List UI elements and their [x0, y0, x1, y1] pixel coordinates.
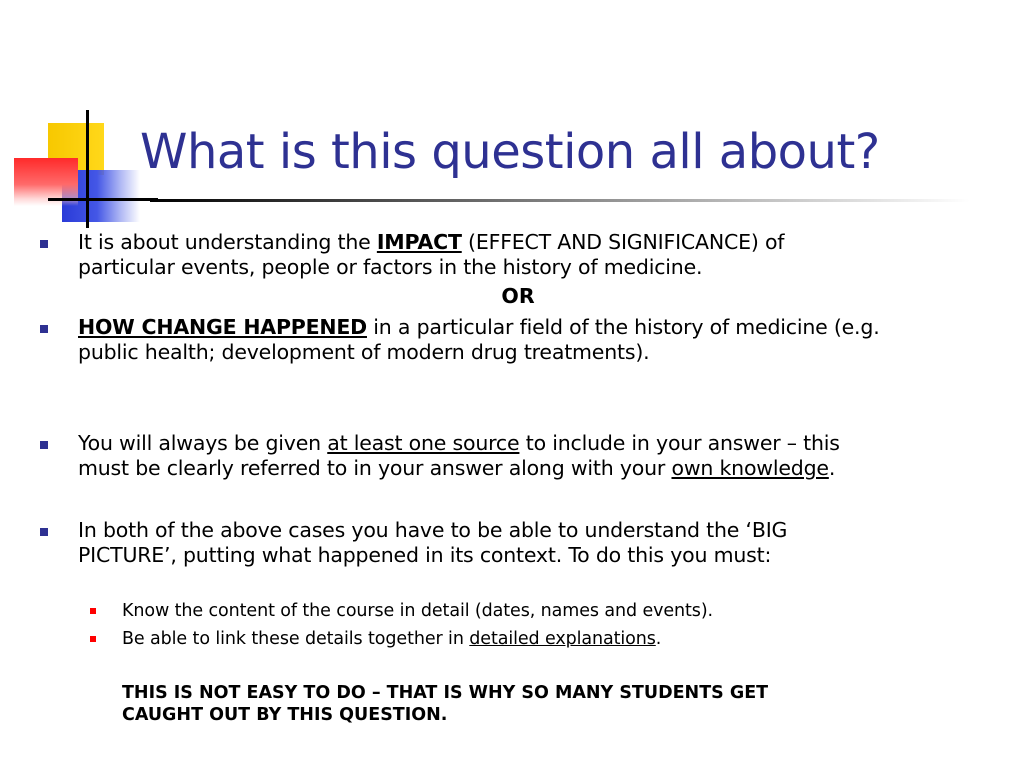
warning-line1: THIS IS NOT EASY TO DO – THAT IS WHY SO MANY STUDENTS GET — [122, 683, 769, 703]
decor-horizontal-line — [48, 198, 158, 201]
bullet-change — [78, 315, 998, 365]
bullet-impact-post2: particular events, people or factors in the history of medicine. — [78, 255, 703, 279]
title-underline-rule — [150, 199, 970, 202]
change-emphasis: HOW CHANGE HAPPENED — [78, 315, 367, 339]
bullet-source-mid: to include in your answer – this — [519, 431, 840, 455]
bullet-impact-pre: It is about understanding the — [78, 230, 377, 254]
sub-bullet-link — [122, 628, 982, 650]
impact-emphasis: IMPACT — [376, 230, 462, 254]
bullet-source-end: . — [828, 456, 836, 480]
big-picture-line2: PICTURE’, putting what happened in its context. To do this you must: — [78, 543, 772, 567]
explanations-underlined: detailed explanations — [469, 629, 656, 649]
sub-bullet-link-end: . — [655, 629, 662, 649]
sub-bullet-content: Know the content of the course in detail (dates, names and events). — [122, 601, 714, 621]
decor-vertical-line — [86, 110, 89, 228]
slide-title: What is this question all about? — [140, 124, 880, 180]
big-picture-line1: In both of the above cases you have to be able to understand the ‘BIG — [78, 518, 788, 542]
bullet-source-line2: must be clearly referred to in your answer along with your — [78, 456, 672, 480]
or-separator: OR — [501, 284, 535, 308]
bullet-square-icon — [40, 441, 48, 449]
warning-text — [122, 682, 982, 726]
bullet-square-icon — [40, 240, 48, 248]
bullet-big-picture — [78, 518, 998, 568]
bullet-source — [78, 431, 998, 481]
knowledge-underlined: own knowledge — [671, 456, 829, 480]
sub-bullet-square-icon — [90, 608, 96, 614]
bullet-square-icon — [40, 325, 48, 333]
bullet-square-icon — [40, 528, 48, 536]
sub-bullet-link-pre: Be able to link these details together in — [122, 629, 470, 649]
bullet-source-pre: You will always be given — [78, 431, 328, 455]
source-underlined: at least one source — [327, 431, 520, 455]
bullet-impact — [78, 230, 998, 280]
bullet-change-post1: in a particular field of the history of medicine (e.g. — [366, 315, 880, 339]
sub-bullet-square-icon — [90, 636, 96, 642]
bullet-change-post2: public health; development of modern drug treatments). — [78, 340, 650, 364]
bullet-impact-post1: (EFFECT AND SIGNIFICANCE) of — [461, 230, 785, 254]
warning-line2: CAUGHT OUT BY THIS QUESTION. — [122, 705, 448, 725]
